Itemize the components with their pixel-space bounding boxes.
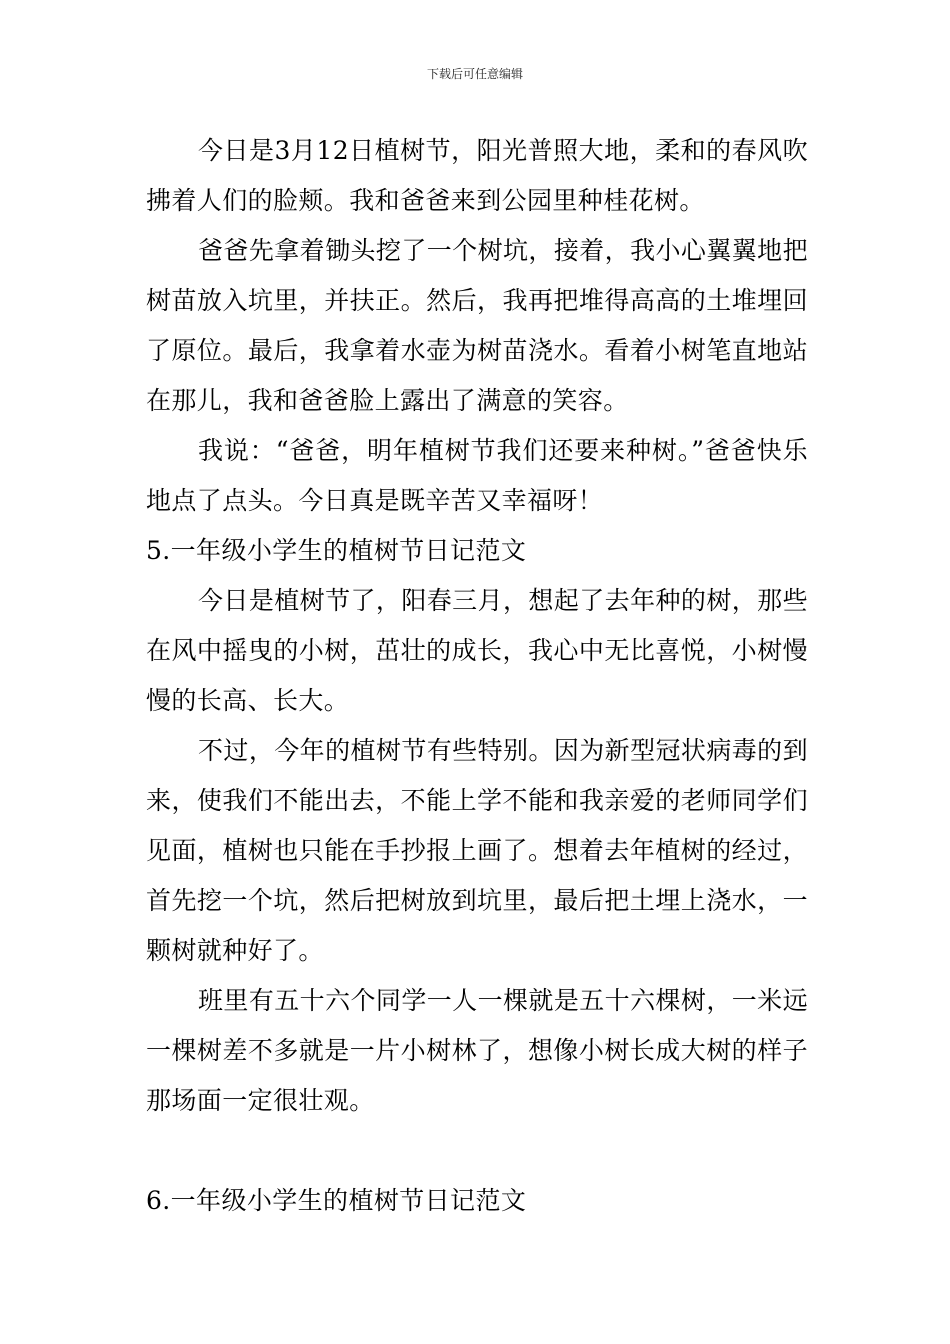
paragraph-5: 不过，今年的植树节有些特别。因为新型冠状病毒的到来，使我们不能出去，不能上学不能和我亲爱的老师同学们见面，植树也只能在手抄报上画了。想着去年植树的经过，首先挖一个坑，然后把树放到坑里，最后把土埋上浇水，一颗树就种好了。: [146, 736, 808, 965]
blank-line: [146, 1126, 808, 1176]
section-heading-6: 6.一年级小学生的植树节日记范文: [146, 1186, 527, 1215]
paragraph-6: 班里有五十六个同学一人一棵就是五十六棵树，一米远一棵树差不多就是一片小树林了，想像小树长成大树的样子那场面一定很壮观。: [146, 986, 808, 1115]
paragraph-3: 我说：“爸爸，明年植树节我们还要来种树。”爸爸快乐地点了点头。今日真是既辛苦又幸福呀！: [146, 436, 808, 515]
paragraph-2: 爸爸先拿着锄头挖了一个树坑，接着，我小心翼翼地把树苗放入坑里，并扶正。然后，我再把堆得高高的土堆埋回了原位。最后，我拿着水壶为树苗浇水。看着小树笔直地站在那儿，我和爸爸脸上露出了满意的笑容。: [146, 236, 808, 415]
page-header: 下载后可任意编辑: [426, 67, 523, 81]
section-heading-5: 5.一年级小学生的植树节日记范文: [146, 536, 527, 565]
document-body: [146, 126, 808, 1226]
paragraph-1: 今日是3月12日植树节，阳光普照大地，柔和的春风吹拂着人们的脸颊。我和爸爸来到公园里种桂花树。: [146, 136, 808, 215]
paragraph-4: 今日是植树节了，阳春三月，想起了去年种的树，那些在风中摇曳的小树，茁壮的成长，我心中无比喜悦，小树慢慢的长高、长大。: [146, 586, 808, 715]
